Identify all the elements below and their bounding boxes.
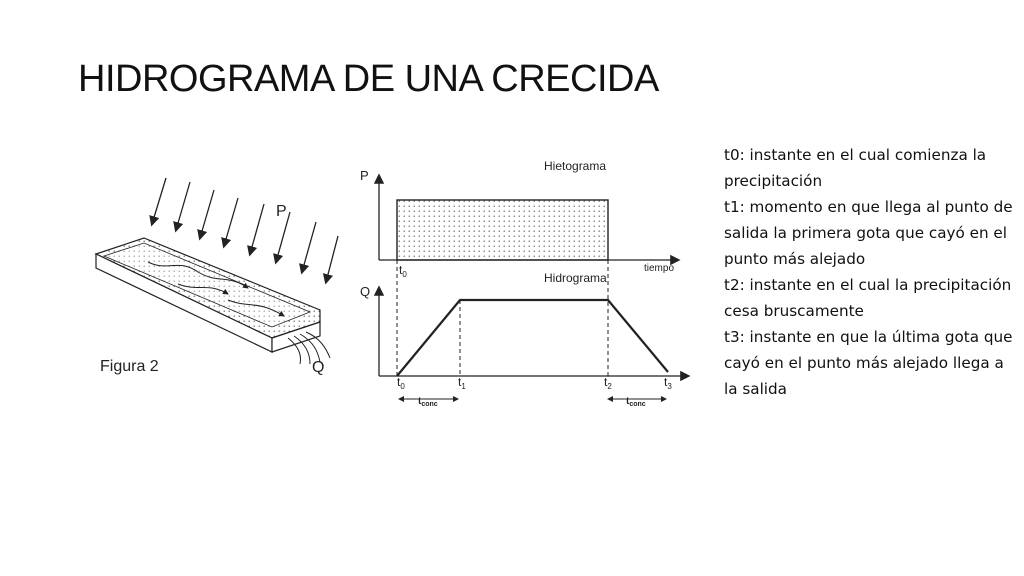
figure-caption: Figura 2: [100, 358, 159, 375]
tconc-left: $t_{conc}$: [418, 396, 438, 408]
note-t2: t2: instante en el cual la precipitación cesa bruscamente: [724, 276, 1012, 320]
tick-t2: $t_2$: [604, 375, 612, 391]
note-t0: t0: instante en el cual comienza la precipitación: [724, 146, 987, 190]
hydrograph-curve: [397, 300, 668, 376]
hyetograph-title: Hietograma: [544, 159, 607, 173]
definitions-text: [724, 142, 1020, 402]
hyetograph-x-label: tiempo: [644, 263, 675, 274]
tick-t1: $t_1$: [458, 375, 466, 391]
rain-label: P: [276, 203, 287, 220]
rainfall-block: [397, 200, 608, 260]
hydrograph-figure: [88, 150, 708, 410]
basin-illustration: [96, 178, 338, 376]
hyetograph: [360, 159, 678, 279]
hydrograph-y-label: Q: [360, 284, 371, 299]
hydrograph-title: Hidrograma: [544, 271, 607, 285]
hyetograph-t0: $t_0$: [399, 263, 407, 279]
hyetograph-y-label: P: [360, 168, 369, 183]
tconc-right: $t_{conc}$: [626, 396, 646, 408]
tick-t0: $t_0$: [397, 375, 405, 391]
tick-t3: $t_3$: [664, 375, 672, 391]
note-t1: t1: momento en que llega al punto de salida la primera gota que cayó en el punto más alejado: [724, 198, 1013, 268]
hydrograph: [360, 260, 688, 408]
figure-area: [88, 150, 708, 410]
slide-title: HIDROGRAMA DE UNA CRECIDA: [78, 58, 659, 100]
outflow-label: Q: [312, 359, 325, 376]
note-t3: t3: instante en que la última gota que cayó en el punto más alejado llega a la salida: [724, 328, 1013, 398]
